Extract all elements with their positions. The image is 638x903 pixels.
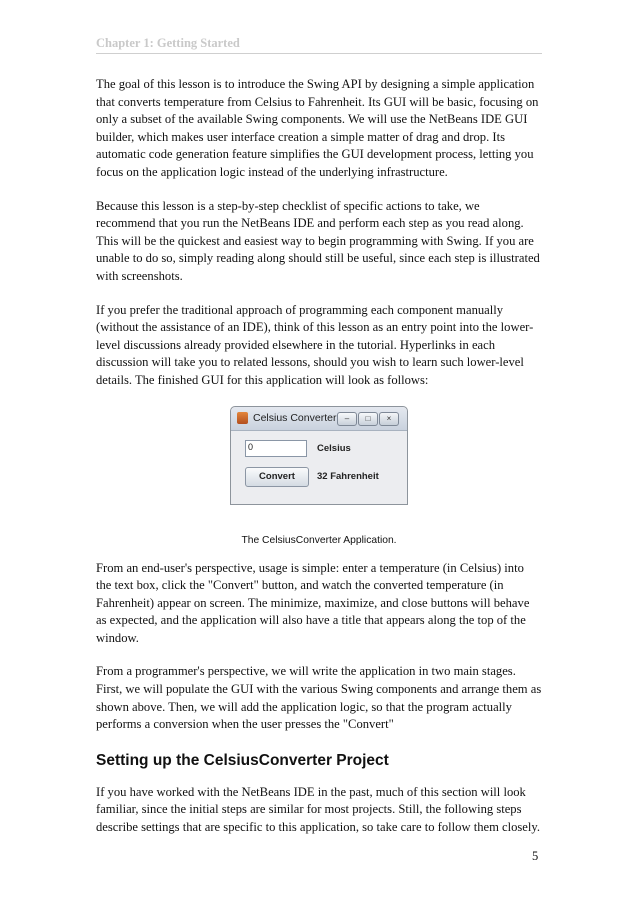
- paragraph-setup: If you have worked with the NetBeans IDE in the past, much of this section will look familiar, since the initial steps are similar for most projects. Still, the following steps describe settings that are specific to this application, so take care to follow them closely.: [96, 784, 541, 835]
- paragraph-end-user: From an end-user's perspective, usage is simple: enter a temperature (in Celsius) into the text box, click the "Convert" button, and watch the converted temperature (in Fahrenheit) appear on screen. The minimize, maximize, and close buttons will behave as expected, and the application will also have a title that appears along the top of the window.: [96, 560, 530, 645]
- minimize-icon[interactable]: –: [337, 412, 357, 426]
- convert-button[interactable]: Convert: [245, 467, 309, 487]
- figure-caption: The CelsiusConverter Application.: [241, 534, 397, 546]
- window-title: Celsius Converter: [253, 411, 337, 424]
- section-heading: Setting up the CelsiusConverter Project: [96, 751, 389, 769]
- paragraph-checklist: Because this lesson is a step-by-step checklist of specific actions to take, we recommend that you run the NetBeans IDE and perform each step as you read along. This will be the quickest and easiest way to begin programming with Swing. If you are unable to do so, simply reading along should still be useful, since each step is illustrated with screenshots.: [96, 198, 540, 283]
- celsius-converter-window: [230, 406, 408, 505]
- paragraph-traditional: If you prefer the traditional approach of programming each component manually (without the assistance of an IDE), think of this lesson as an entry point into the lower-level discussions already provided elsewhere in the tutorial. Hyperlinks in each discussion will take you to related lessons, should you wish to learn such lower-level details. The finished GUI for this application will look as follows:: [96, 302, 534, 387]
- paragraph-intro: The goal of this lesson is to introduce the Swing API by designing a simple application that converts temperature from Celsius to Fahrenheit. Its GUI will be basic, focusing on only a subset of the available Swing components. We will use the NetBeans IDE GUI builder, which makes user interface creation a simple matter of drag and drop. Its automatic code generation feature simplifies the GUI development process, letting you focus on the application logic instead of the underlying infrastructure.: [96, 77, 539, 179]
- page-number: 5: [532, 849, 539, 863]
- paragraph-programmer: From a programmer's perspective, we will write the application in two main stages. First, we will populate the GUI with the various Swing components and arrange them as shown above. Then, we will add the application logic, so that the program actually performs a conversion when the user presses the "Convert": [96, 664, 542, 732]
- window-titlebar: [231, 407, 407, 431]
- temperature-input[interactable]: 0: [245, 440, 307, 457]
- close-icon[interactable]: ×: [379, 412, 399, 426]
- maximize-icon[interactable]: □: [358, 412, 378, 426]
- fahrenheit-result: 32 Fahrenheit: [317, 470, 379, 482]
- java-app-icon: [237, 412, 248, 424]
- page-content: [96, 76, 542, 853]
- celsius-label: Celsius: [317, 442, 351, 454]
- chapter-header: Chapter 1: Getting Started: [96, 36, 542, 54]
